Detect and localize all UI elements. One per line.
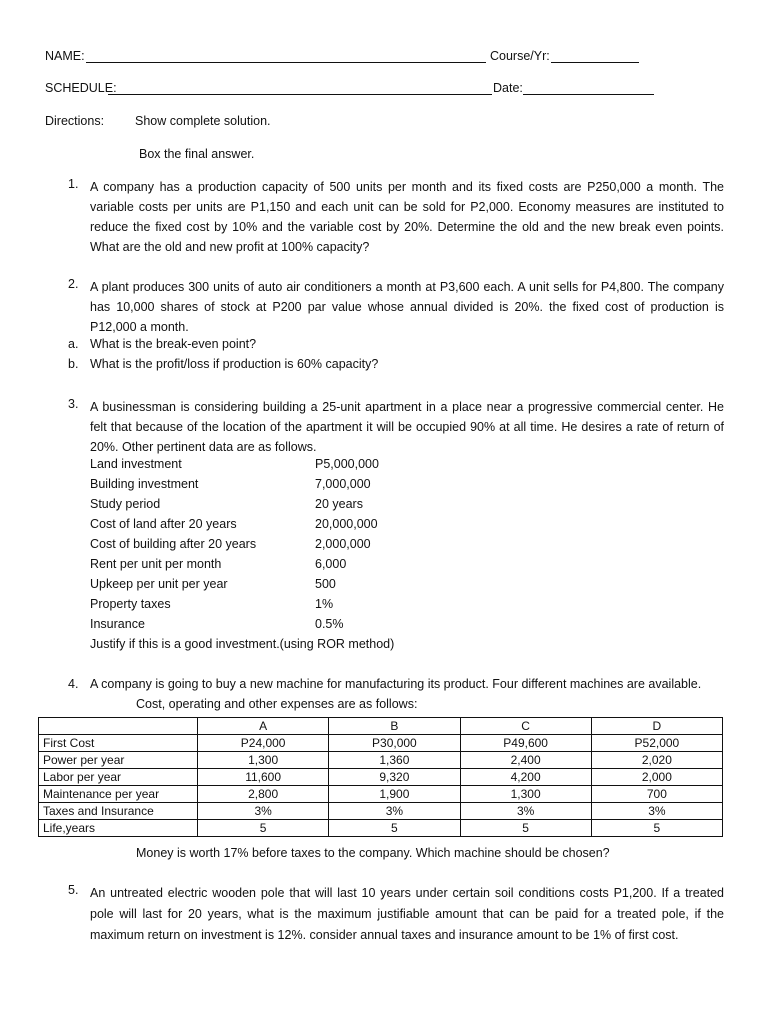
table-cell: 4,200 — [460, 769, 591, 786]
table-cell: 2,800 — [198, 786, 329, 803]
table-cell: P52,000 — [591, 735, 722, 752]
table-cell: 2,020 — [591, 752, 722, 769]
data-label: Land investment — [90, 457, 182, 471]
data-value: 1% — [315, 597, 334, 611]
table-row — [39, 786, 723, 803]
table-row — [39, 735, 723, 752]
data-label: Cost of land after 20 years — [90, 517, 237, 531]
table-cell: P24,000 — [198, 735, 329, 752]
data-label: Insurance — [90, 617, 145, 631]
table-cell: 1,300 — [198, 752, 329, 769]
directions-line-1: Show complete solution. — [135, 114, 271, 128]
data-label: Building investment — [90, 477, 199, 491]
table-row — [39, 752, 723, 769]
data-value: 20 years — [315, 497, 363, 511]
data-label: Study period — [90, 497, 161, 511]
data-value: 6,000 — [315, 557, 347, 571]
table-row — [39, 820, 723, 837]
table-cell: 3% — [329, 803, 460, 820]
table-row — [39, 803, 723, 820]
course-field[interactable] — [551, 62, 639, 63]
problem-1-text: A company has a production capacity of 500 units per month and its fixed costs are P250,000 a month. The variable costs per units are P1,150 and each unit can be sold for P2,000. Economy measures are instituted to reduce the fixed cost by 10% and the variable cost by 20%. Determine the old and the new break even points. What are the old and new profit at 100% capacity? — [90, 180, 724, 254]
table-cell: Power per year — [39, 752, 198, 769]
problem-2a-letter: a. — [68, 337, 79, 351]
table-header-cell: B — [329, 718, 460, 735]
problem-3-text: A businessman is considering building a 25-unit apartment in a place near a progressive commercial center. He felt that because of the location of the apartment it will be occupied 90% at all time. He desires a rate of return of 20%. Other pertinent data are as follows. — [90, 400, 724, 454]
table-header-cell: A — [198, 718, 329, 735]
table-cell: 11,600 — [198, 769, 329, 786]
table-cell: 2,000 — [591, 769, 722, 786]
directions-label: Directions: — [45, 114, 105, 128]
table-cell: 3% — [460, 803, 591, 820]
data-value: P5,000,000 — [315, 457, 379, 471]
table-cell: 1,360 — [329, 752, 460, 769]
problem-4-number: 4. — [68, 677, 79, 691]
table-cell: 3% — [591, 803, 722, 820]
data-value: 20,000,000 — [315, 517, 378, 531]
table-cell: 5 — [198, 820, 329, 837]
problem-4-text: A company is going to buy a new machine for manufacturing its product. Four different machines are available. — [90, 677, 702, 691]
table-cell: 3% — [198, 803, 329, 820]
data-value: 500 — [315, 577, 336, 591]
problem-5-number: 5. — [68, 883, 79, 897]
data-value: 7,000,000 — [315, 477, 371, 491]
table-cell: P49,600 — [460, 735, 591, 752]
problem-3-closing: Justify if this is a good investment.(using ROR method) — [90, 637, 395, 651]
table-header-cell — [39, 718, 198, 735]
table-header-cell: C — [460, 718, 591, 735]
problem-2a-text: What is the break-even point? — [90, 337, 257, 351]
problem-3-number: 3. — [68, 397, 79, 411]
problem-2-number: 2. — [68, 277, 79, 291]
table-cell: Life,years — [39, 820, 198, 837]
problem-2b-letter: b. — [68, 357, 79, 371]
data-label: Cost of building after 20 years — [90, 537, 257, 551]
data-value: 2,000,000 — [315, 537, 371, 551]
table-cell: 9,320 — [329, 769, 460, 786]
data-value: 0.5% — [315, 617, 344, 631]
problem-2-text: A plant produces 300 units of auto air conditioners a month at P3,600 each. A unit sells for P4,800. The company has 10,000 shares of stock at P200 par value whose annual divided is 20%. the fixed cost of production is P12,000 a month. — [90, 280, 724, 334]
problem-4-closing: Money is worth 17% before taxes to the company. Which machine should be chosen? — [136, 846, 610, 860]
table-cell: 1,900 — [329, 786, 460, 803]
schedule-label: SCHEDULE: — [45, 81, 117, 95]
data-label: Property taxes — [90, 597, 171, 611]
table-cell: Maintenance per year — [39, 786, 198, 803]
table-cell: 1,300 — [460, 786, 591, 803]
table-cell: 2,400 — [460, 752, 591, 769]
table-row — [39, 769, 723, 786]
table-header-row — [39, 718, 723, 735]
date-label: Date: — [493, 81, 523, 95]
directions-line-2: Box the final answer. — [139, 147, 255, 161]
name-label: NAME: — [45, 49, 85, 63]
data-label: Upkeep per unit per year — [90, 577, 228, 591]
machine-table — [38, 717, 723, 837]
table-cell: P30,000 — [329, 735, 460, 752]
name-field[interactable] — [86, 62, 486, 63]
table-cell: 5 — [591, 820, 722, 837]
problem-4-intro: Cost, operating and other expenses are as follows: — [136, 697, 418, 711]
schedule-field[interactable] — [108, 94, 492, 95]
problem-2b-text: What is the profit/loss if production is 60% capacity? — [90, 357, 379, 371]
problem-1-number: 1. — [68, 177, 79, 191]
table-header-cell: D — [591, 718, 722, 735]
table-cell: 700 — [591, 786, 722, 803]
date-field[interactable] — [523, 94, 654, 95]
table-cell: Taxes and Insurance — [39, 803, 198, 820]
data-label: Rent per unit per month — [90, 557, 222, 571]
table-cell: First Cost — [39, 735, 198, 752]
table-cell: Labor per year — [39, 769, 198, 786]
table-cell: 5 — [460, 820, 591, 837]
table-cell: 5 — [329, 820, 460, 837]
problem-5-text: An untreated electric wooden pole that will last 10 years under certain soil conditions costs P1,200. If a treated pole will last for 20 years, what is the maximum justifiable amount that can be paid for a treated pole, if the maximum return on investment is 12%. consider annual taxes and insurance amount to be 1% of first cost. — [90, 886, 724, 942]
course-label: Course/Yr: — [490, 49, 550, 63]
